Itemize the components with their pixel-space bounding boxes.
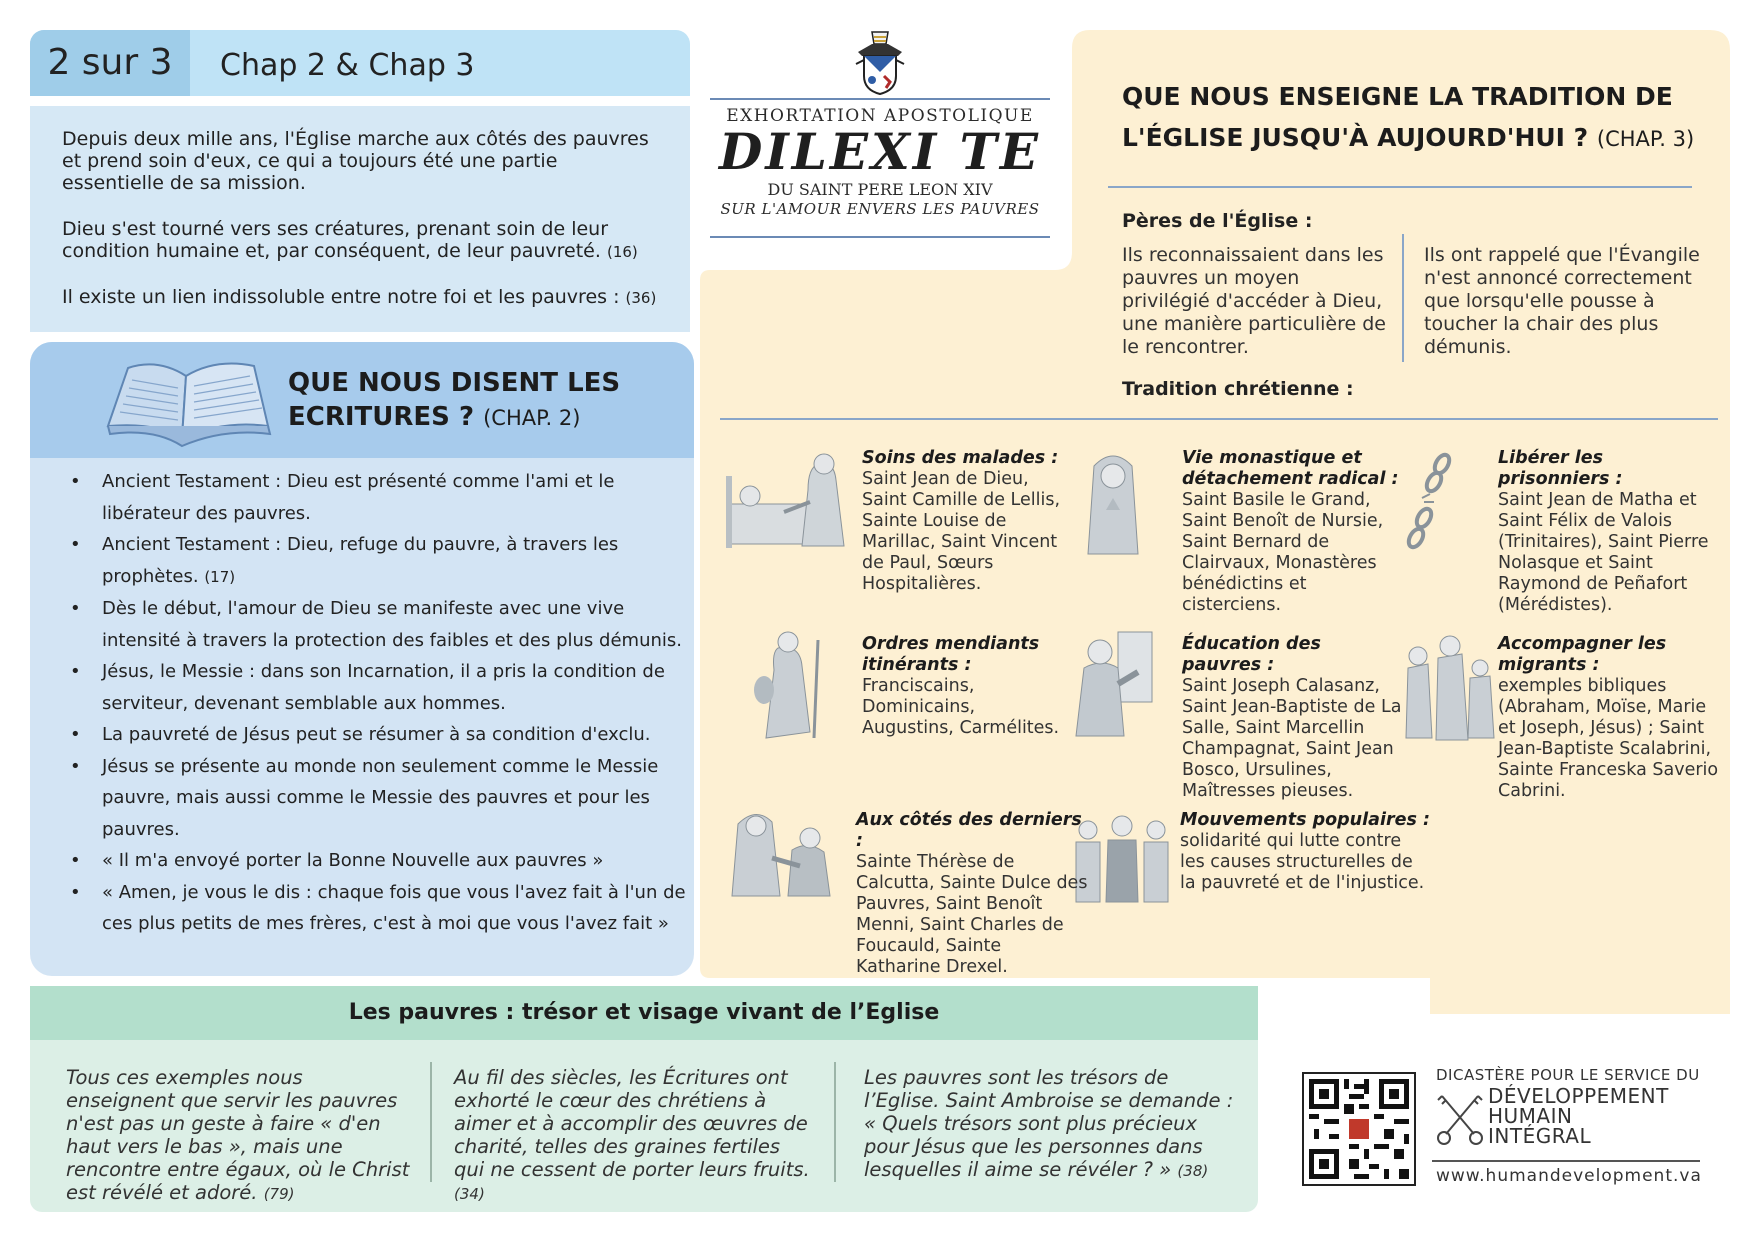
reference: (36) xyxy=(625,289,657,307)
tradition-item-accompagner-migrants: Accompagner les migrants : exemples bibliques (Abraham, Moïse, Marie et Joseph, Jésus) ; Saint Jean-Baptiste Scalabrini, Sainte Franceska Saverio Cabrini. xyxy=(1498,634,1719,801)
list-item: • Ancient Testament : Dieu est présenté comme l'ami et le libérateur des pauvres. xyxy=(102,466,694,529)
list-item: • La pauvreté de Jésus peut se résumer à sa condition d'exclu. xyxy=(102,719,694,751)
peres-label: Pères de l'Église : xyxy=(1122,210,1313,232)
peres-column-1: Ils reconnaissaient dans les pauvres un moyen privilégié d'accéder à Dieu, une manière particulière de le rencontrer. xyxy=(1122,244,1386,358)
tradition-item-aux-cotes-derniers: Aux côtés des derniers : Sainte Thérèse de Calcutta, Sainte Dulce des Pauvres, Saint Benoît Menni, Saint Charles de Foucauld, Sainte Katharine Drexel. xyxy=(856,810,1088,977)
website-link[interactable]: www.humandevelopment.va xyxy=(1436,1166,1702,1186)
list-item: • « Il m'a envoyé porter la Bonne Nouvelle aux pauvres » xyxy=(102,845,694,877)
page-header xyxy=(30,30,690,96)
chapter-ref: (CHAP. 3) xyxy=(1596,127,1695,151)
list-item: • « Amen, je vous le dis : chaque fois que vous l'avez fait à l'un de ces plus petits de mes frères, c'est à moi que vous l'avez fait » xyxy=(102,877,694,940)
intro-paragraph-1: Depuis deux mille ans, l'Église marche aux côtés des pauvres et prend soin d'eux, ce qui a toujours été une partie essentielle de sa mission. xyxy=(62,128,649,194)
list-item: • Dès le début, l'amour de Dieu se manifeste avec une vive intensité à travers la protection des faibles et des plus démunis. xyxy=(102,593,694,656)
divider xyxy=(720,418,1718,420)
intro-box xyxy=(30,106,690,332)
scriptures-title: QUE NOUS DISENT LES ECRITURES ? (CHAP. 2) xyxy=(288,368,621,432)
intro-paragraph-2: Dieu s'est tourné vers ses créatures, prenant soin de leur condition humaine et, par conséquent, de leur pauvreté. (16) xyxy=(62,218,638,262)
reference: (34) xyxy=(454,1185,485,1203)
peres-column-2: Ils ont rappelé que l'Évangile n'est annoncé correctement que lorsqu'elle pousse à toucher la chair des plus démunis. xyxy=(1424,244,1700,358)
migrants-group-icon xyxy=(1402,628,1502,748)
column-divider xyxy=(430,1062,432,1182)
qr-code-icon[interactable] xyxy=(1302,1072,1416,1186)
broken-chain-icon xyxy=(1402,452,1458,552)
logo-title: DILEXI TE xyxy=(719,122,1041,181)
nun-helping-poor-icon xyxy=(728,800,838,900)
chapters-label: Chap 2 & Chap 3 xyxy=(220,48,475,83)
dicastery-line-1: DICASTÈRE POUR LE SERVICE DU xyxy=(1436,1066,1700,1084)
intro-paragraph-3: Il existe un lien indissoluble entre notre foi et les pauvres : (36) xyxy=(62,286,657,308)
list-item: • Jésus, le Messie : dans son Incarnation, il a pris la condition de serviteur, devenant semblable aux hommes. xyxy=(102,656,694,719)
quote-column-2: Au fil des siècles, les Écritures ont exhorté le cœur des chrétiens à aimer et à accomplir des œuvres de charité, telles des graines fertiles qui ne cessent de porter leurs fruits. (34) xyxy=(454,1066,810,1203)
crossed-keys-icon xyxy=(1436,1090,1484,1148)
divider xyxy=(710,236,1050,238)
column-divider xyxy=(1402,234,1404,362)
tradition-item-liberer-prisonniers: Libérer les prisonniers : Saint Jean de Matha et Saint Félix de Valois (Trinitaires), Saint Pierre Nolasque et Saint Raymond de Peñafort (Mérédistes). xyxy=(1498,448,1709,615)
divider xyxy=(1108,186,1692,188)
page-indicator: 2 sur 3 xyxy=(30,30,190,96)
scriptures-header xyxy=(30,342,694,458)
teacher-priest-icon xyxy=(1072,628,1156,738)
list-item: • Ancient Testament : Dieu, refuge du pauvre, à travers les prophètes. (17) xyxy=(102,529,694,593)
open-book-icon xyxy=(98,356,278,452)
tradition-item-education-pauvres: Éducation des pauvres : Saint Joseph Calasanz, Saint Jean-Baptiste de La Salle, Saint Marcellin Champagnat, Saint Jean Bosco, Ursulines, Maîtresses pieuses. xyxy=(1182,634,1402,801)
quote-column-1: Tous ces exemples nous enseignent que servir les pauvres n'est pas un geste à faire « d'en haut vers le bas », mais une rencontre entre égaux, où le Christ est révélé et adoré. (79) xyxy=(66,1066,410,1204)
scriptures-section xyxy=(30,342,694,976)
divider xyxy=(710,98,1050,100)
dicastery-name: DÉVELOPPEMENT HUMAIN INTÉGRAL xyxy=(1488,1084,1669,1148)
scriptures-list xyxy=(70,466,694,940)
tradition-item-mouvements-populaires: Mouvements populaires : solidarité qui lutte contre les causes structurelles de la pauvreté et de l'injustice. xyxy=(1180,810,1430,893)
poor-treasure-section xyxy=(30,986,1258,1212)
reference: (17) xyxy=(204,567,236,586)
tradition-item-ordres-mendiants: Ordres mendiants itinérants : Franciscains, Dominicains, Augustins, Carmélites. xyxy=(862,634,1060,738)
column-divider xyxy=(834,1062,836,1182)
walking-friar-icon xyxy=(744,626,834,746)
reference: (79) xyxy=(263,1185,295,1203)
list-item: • Jésus se présente au monde non seulement comme le Messie pauvre, mais aussi comme le Messie des pauvres et pour les pauvres. xyxy=(102,751,694,846)
chapter-ref: (CHAP. 2) xyxy=(483,406,581,430)
tradition-item-vie-monastique: Vie monastique et détachement radical : Saint Basile le Grand, Saint Benoît de Nursie, Saint Bernard de Clairvaux, Monastères bénédictins et cisterciens. xyxy=(1182,448,1399,615)
praying-monk-icon xyxy=(1080,446,1146,556)
tradition-title: QUE NOUS ENSEIGNE LA TRADITION DE L'ÉGLISE JUSQU'À AUJOURD'HUI ? (CHAP. 3) xyxy=(1122,82,1695,152)
tradition-item-soins-malades: Soins des malades : Saint Jean de Dieu, Saint Camille de Lellis, Sainte Louise de Marillac, Saint Vincent de Paul, Sœurs Hospitalières. xyxy=(862,448,1061,594)
quote-column-3: Les pauvres sont les trésors de l’Eglise. Saint Ambroise se demande : « Quels trésors sont plus précieux pour Jésus que les personnes dans lesquelles il aime se révéler ? » (38) xyxy=(864,1066,1234,1181)
divider xyxy=(1432,1160,1700,1162)
nurse-caring-sick-icon xyxy=(724,446,854,558)
papal-coat-of-arms-icon xyxy=(850,30,910,96)
crowd-protest-icon xyxy=(1074,814,1170,904)
reference: (38) xyxy=(1177,1162,1209,1180)
reference: (16) xyxy=(606,243,638,261)
logo-line-3: DU SAINT PERE LEON XIV xyxy=(767,180,993,199)
exhortation-logo xyxy=(710,26,1060,252)
tradition-label: Tradition chrétienne : xyxy=(1122,378,1354,400)
poor-treasure-title: Les pauvres : trésor et visage vivant de l’Eglise xyxy=(30,986,1258,1040)
logo-line-1: EXHORTATION APOSTOLIQUE xyxy=(726,106,1034,126)
logo-line-4: SUR L'AMOUR ENVERS LES PAUVRES xyxy=(720,200,1040,218)
